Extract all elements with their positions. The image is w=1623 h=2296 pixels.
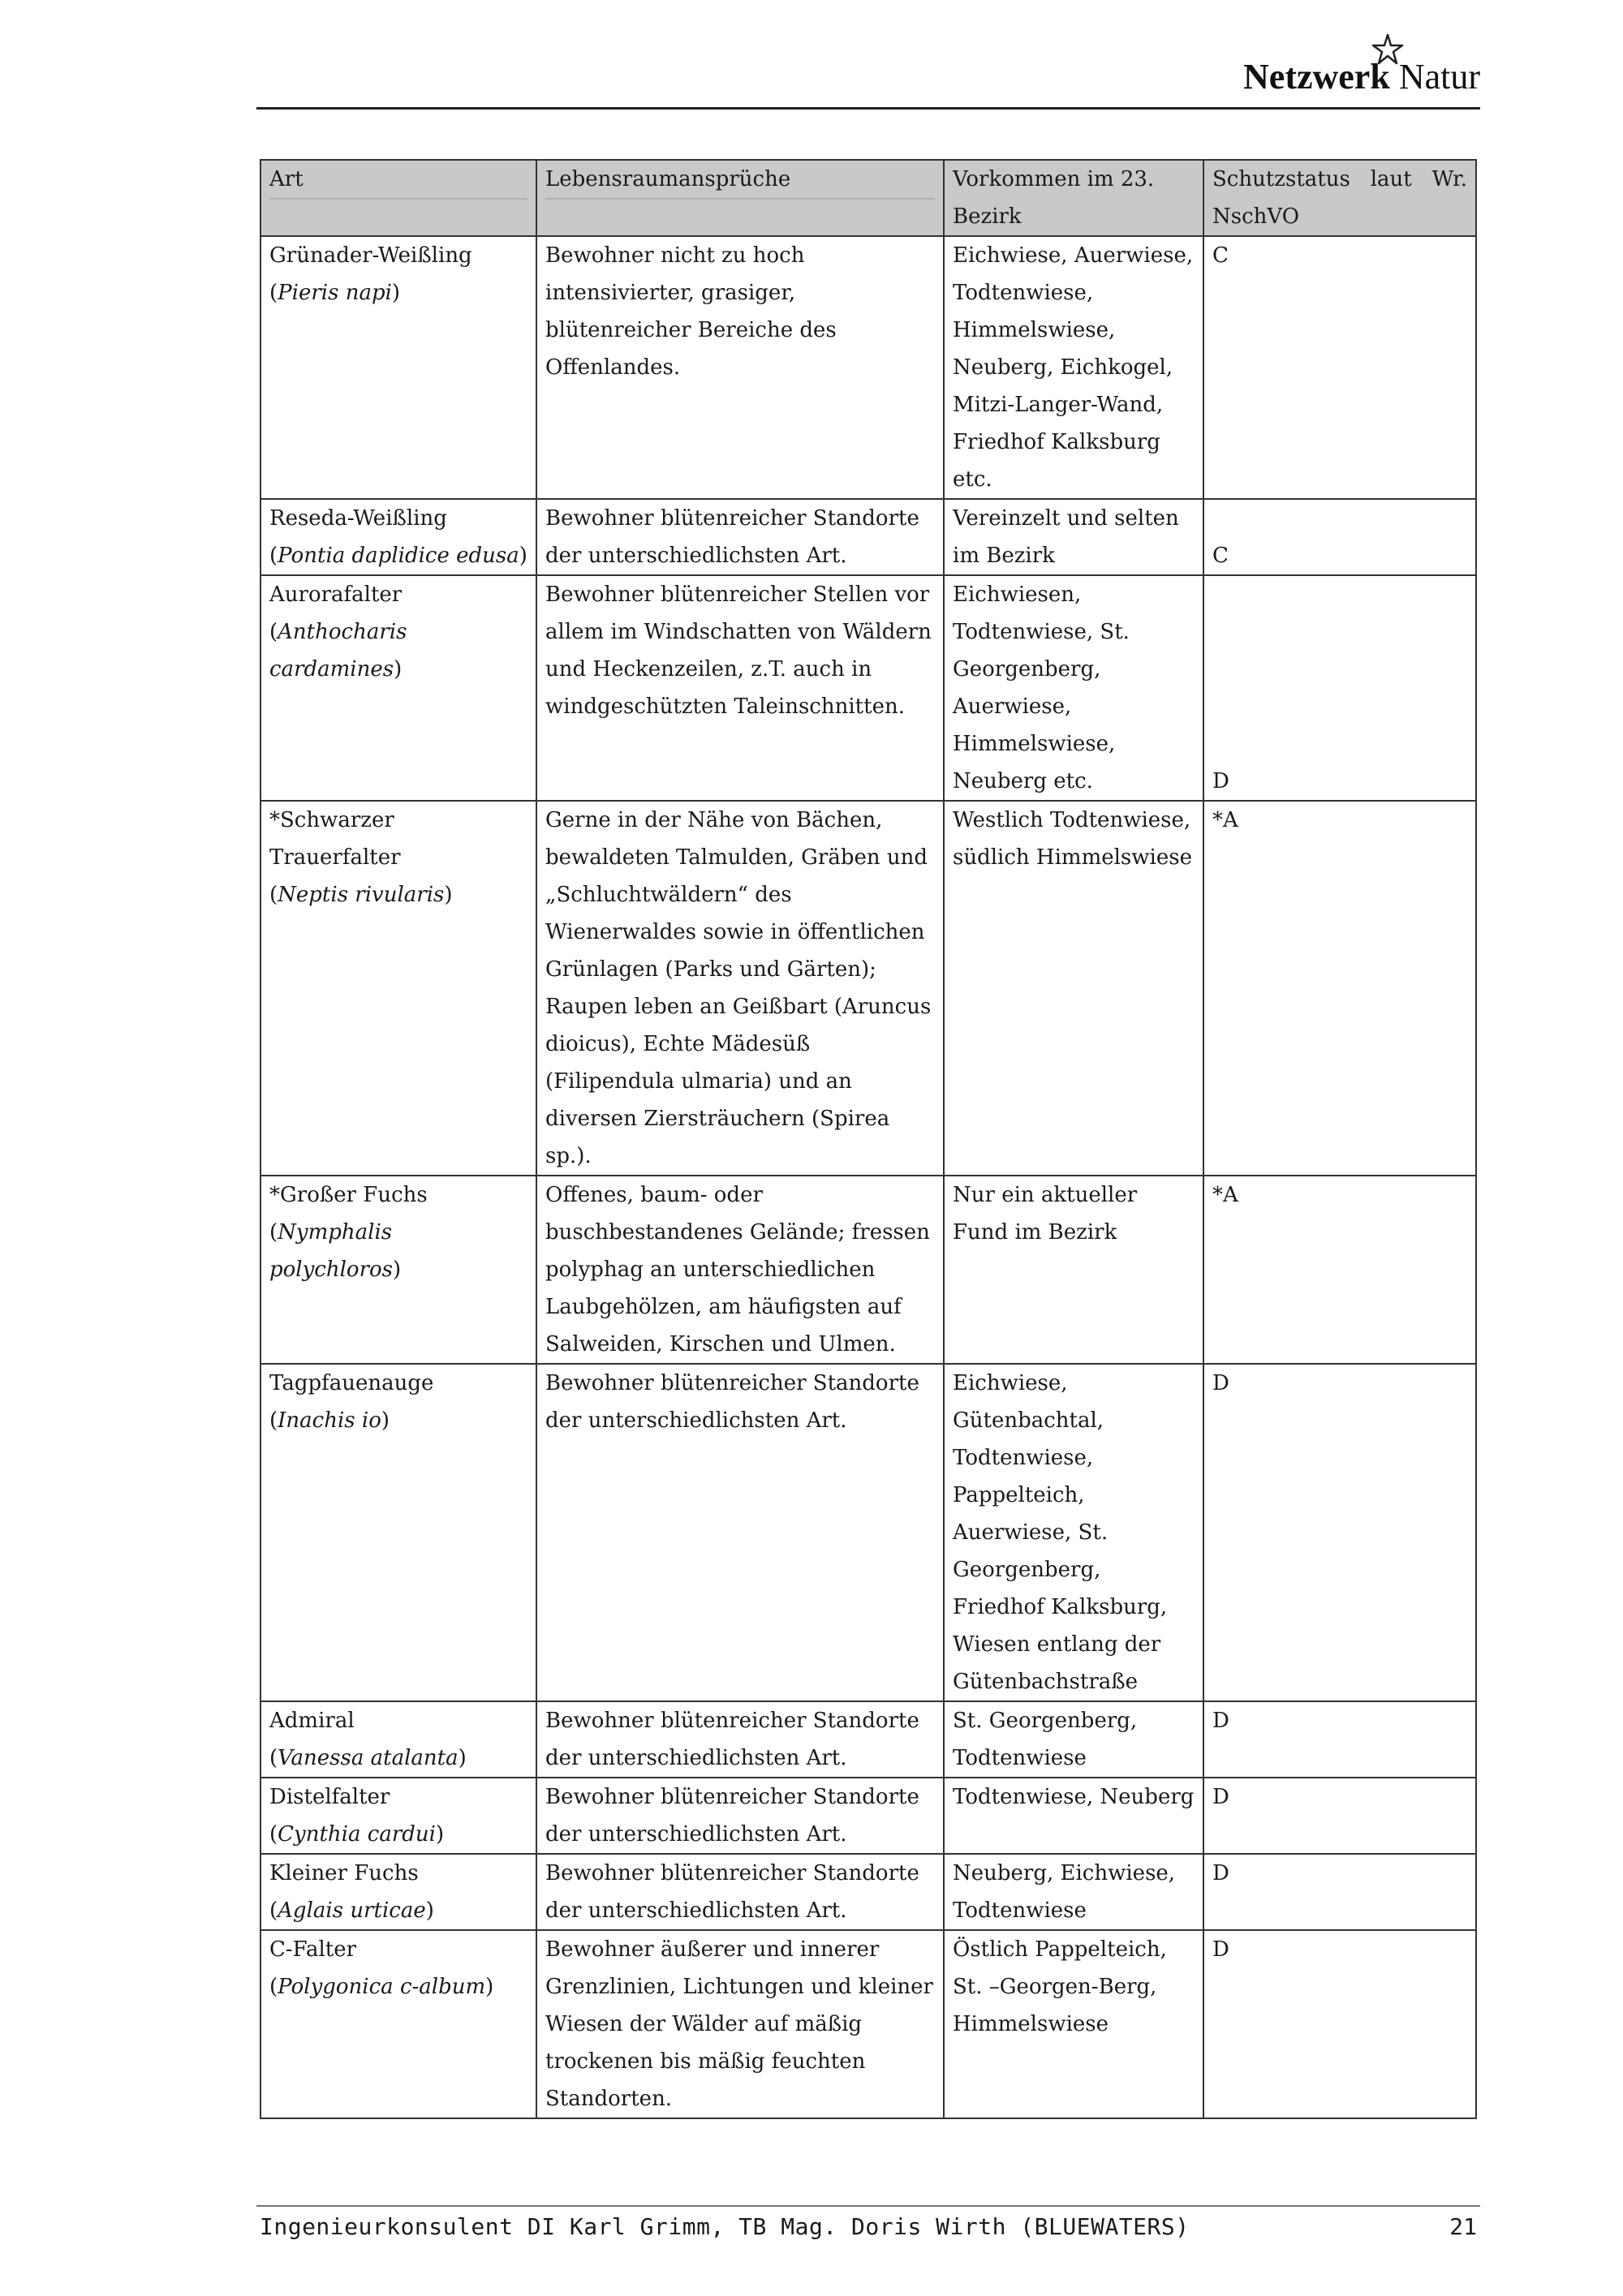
species-cell: Grünader-Weißling (Pieris napi): [260, 236, 536, 499]
species-cell: C-Falter (Polygonica c-album): [260, 1930, 536, 2118]
column-header-status: Schutzstatus laut Wr. NschVO: [1203, 160, 1476, 236]
table-row: [260, 1701, 1476, 1778]
table-row: [260, 1930, 1476, 2118]
column-header-habitat: Lebensraumansprüche: [536, 160, 944, 236]
habitat-cell: Bewohner blütenreicher Standorte der unterschiedlichsten Art.: [536, 1701, 944, 1778]
occurrence-cell: Vereinzelt und selten im Bezirk: [944, 499, 1203, 575]
habitat-cell: Bewohner blütenreicher Standorte der unterschiedlichsten Art.: [536, 1364, 944, 1701]
occurrence-cell: Eichwiese, Gütenbachtal, Todtenwiese, Pappelteich, Auerwiese, St. Georgenberg, Friedhof Kalksburg, Wiesen entlang der Gütenbachstraße: [944, 1364, 1203, 1701]
footer-credits: Ingenieurkonsulent DI Karl Grimm, TB Mag. Doris Wirth (BLUEWATERS): [260, 2213, 1190, 2240]
habitat-cell: Bewohner nicht zu hoch intensivierter, grasiger, blütenreicher Bereiche des Offenlandes.: [536, 236, 944, 499]
habitat-cell: Bewohner blütenreicher Standorte der unterschiedlichsten Art.: [536, 499, 944, 575]
species-cell: Reseda-Weißling (Pontia daplidice edusa): [260, 499, 536, 575]
logo-text: [1243, 56, 1480, 97]
species-cell: *Schwarzer Trauerfalter (Neptis rivularis): [260, 801, 536, 1176]
page-number: 21: [1449, 2213, 1477, 2240]
table-row: [260, 1176, 1476, 1364]
table-row: [260, 575, 1476, 801]
column-header-occurrence: Vorkommen im 23. Bezirk: [944, 160, 1203, 236]
habitat-cell: Bewohner blütenreicher Standorte der unterschiedlichsten Art.: [536, 1854, 944, 1930]
table-row: [260, 1778, 1476, 1854]
table-row: [260, 801, 1476, 1176]
status-cell: *A: [1203, 1176, 1476, 1364]
species-cell: Tagpfauenauge (Inachis io): [260, 1364, 536, 1701]
occurrence-cell: Östlich Pappelteich, St. –Georgen-Berg, Himmelswiese: [944, 1930, 1203, 2118]
habitat-cell: Gerne in der Nähe von Bächen, bewaldeten Talmulden, Gräben und „Schluchtwäldern“ des Wienerwaldes sowie in öffentlichen Grünlagen (Parks und Gärten); Raupen leben an Geißbart (Aruncus dioicus), Echte Mädesüß (Filipendula ulmaria) und an diversen Ziersträuchern (Spirea sp.).: [536, 801, 944, 1176]
column-header-art: Art: [260, 160, 536, 236]
table-row: [260, 1364, 1476, 1701]
occurrence-cell: Eichwiese, Auerwiese, Todtenwiese, Himmelswiese, Neuberg, Eichkogel, Mitzi-Langer-Wand, Friedhof Kalksburg etc.: [944, 236, 1203, 499]
status-cell: *A: [1203, 801, 1476, 1176]
species-cell: Kleiner Fuchs (Aglais urticae): [260, 1854, 536, 1930]
status-cell: D: [1203, 1364, 1476, 1701]
header-divider: [256, 107, 1480, 110]
status-cell: C: [1203, 499, 1476, 575]
table-header-row: [260, 160, 1476, 236]
occurrence-cell: Nur ein aktueller Fund im Bezirk: [944, 1176, 1203, 1364]
occurrence-cell: Neuberg, Eichwiese, Todtenwiese: [944, 1854, 1203, 1930]
status-cell: D: [1203, 1701, 1476, 1778]
occurrence-cell: Todtenwiese, Neuberg: [944, 1778, 1203, 1854]
habitat-cell: Bewohner äußerer und innerer Grenzlinien, Lichtungen und kleiner Wiesen der Wälder auf mäßig trockenen bis mäßig feuchten Standorten.: [536, 1930, 944, 2118]
species-cell: Admiral (Vanessa atalanta): [260, 1701, 536, 1778]
habitat-cell: Bewohner blütenreicher Standorte der unterschiedlichsten Art.: [536, 1778, 944, 1854]
logo-bold: Netzwerk: [1243, 57, 1390, 97]
habitat-cell: Bewohner blütenreicher Stellen vor allem im Windschatten von Wäldern und Heckenzeilen, z.T. auch in windgeschützten Taleinschnitten.: [536, 575, 944, 801]
logo: [1220, 32, 1480, 97]
status-cell: C: [1203, 236, 1476, 499]
status-cell: D: [1203, 1854, 1476, 1930]
status-cell: D: [1203, 1778, 1476, 1854]
table-row: [260, 236, 1476, 499]
species-cell: *Großer Fuchs (Nymphalis polychloros): [260, 1176, 536, 1364]
occurrence-cell: Eichwiesen, Todtenwiese, St. Georgenberg, Auerwiese, Himmelswiese, Neuberg etc.: [944, 575, 1203, 801]
logo-regular: Natur: [1398, 57, 1480, 97]
status-cell: D: [1203, 1930, 1476, 2118]
occurrence-cell: St. Georgenberg, Todtenwiese: [944, 1701, 1203, 1778]
species-table: [260, 159, 1477, 2119]
status-cell: D: [1203, 575, 1476, 801]
table-row: [260, 1854, 1476, 1930]
table-row: [260, 499, 1476, 575]
species-cell: Aurorafalter (Anthocharis cardamines): [260, 575, 536, 801]
footer-divider: [256, 2205, 1480, 2207]
habitat-cell: Offenes, baum- oder buschbestandenes Gelände; fressen polyphag an unterschiedlichen Laubgehölzen, am häufigsten auf Salweiden, Kirschen und Ulmen.: [536, 1176, 944, 1364]
occurrence-cell: Westlich Todtenwiese, südlich Himmelswiese: [944, 801, 1203, 1176]
species-cell: Distelfalter (Cynthia cardui): [260, 1778, 536, 1854]
